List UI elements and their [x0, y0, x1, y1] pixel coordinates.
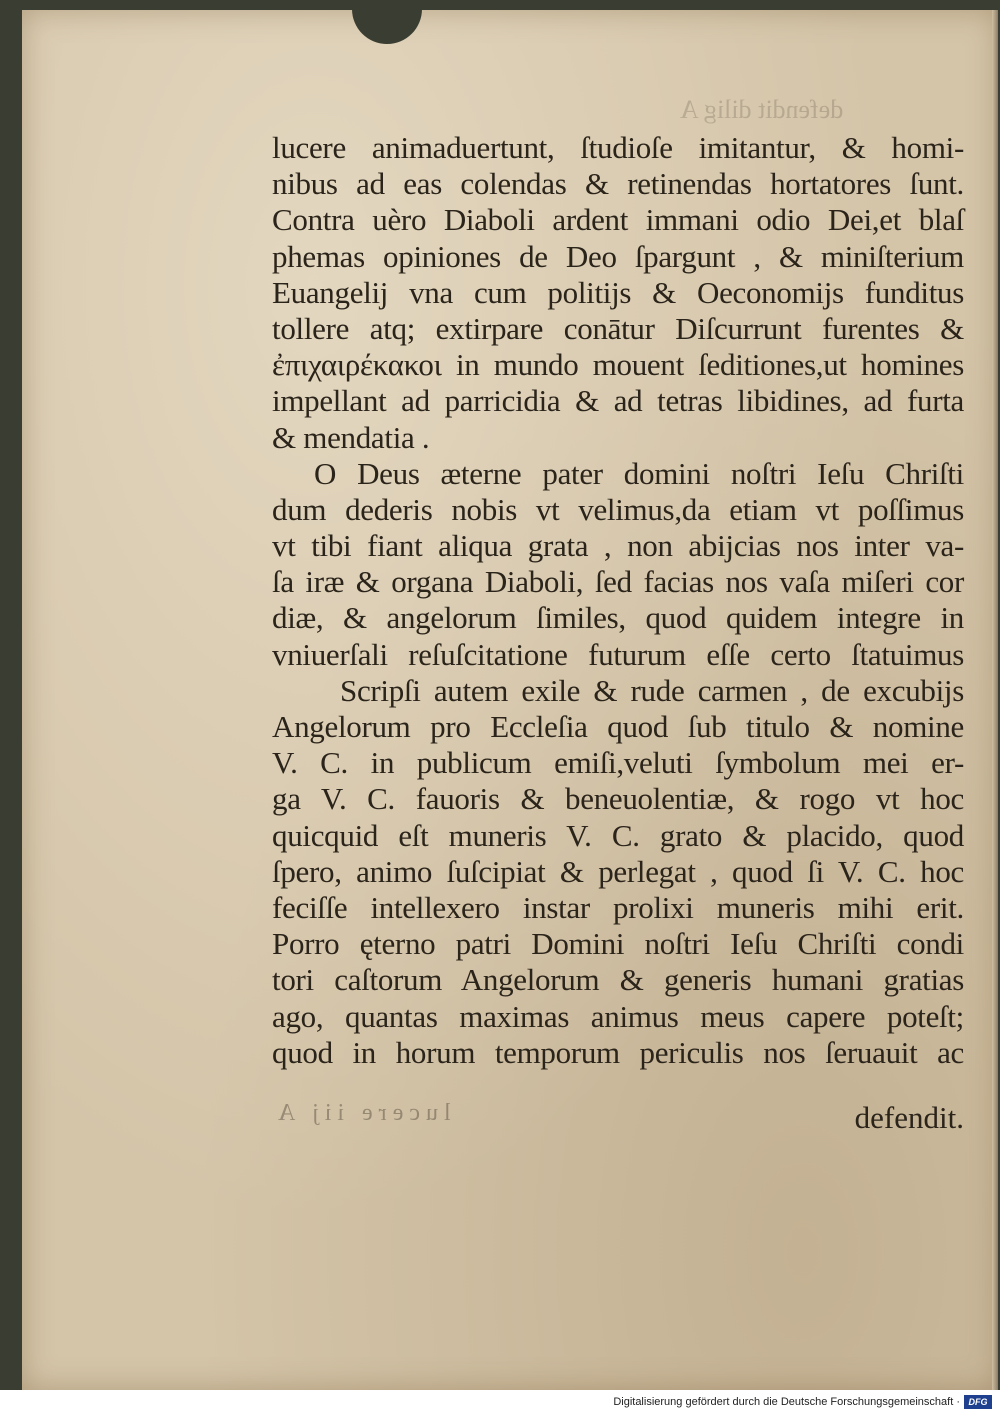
text-line: Scripſi autem exile & rude carmen , de excubijs [340, 672, 964, 708]
text-line: ἐπιχαιρέκακοι in mundo mouent ſeditiones,ut homines [272, 347, 964, 383]
text-line: vniuerſali reſuſcitatione futurum eſſe certo ſtatuimus [272, 636, 964, 672]
text-line: Contra uèro Diaboli ardent immani odio Dei,et blaſ [272, 202, 964, 238]
text-line: ago, quantas maximas animus meus capere poteſt; [272, 998, 964, 1034]
text-line: nibus ad eas colendas & retinendas hortatores ſunt. [272, 166, 964, 202]
body-text [272, 130, 964, 1071]
text-line: phemas opiniones de Deo ſpargunt , & miniſterium [272, 238, 964, 274]
text-line: feciſſe intellexero instar prolixi muneris mihi erit. [272, 889, 964, 925]
page-edge [992, 10, 998, 1390]
bleed-through-text: defendit dilig A [680, 95, 844, 124]
text-line: vt tibi fiant aliqua grata , non abijcias nos inter va- [272, 528, 964, 564]
text-line: ſa iræ & organa Diaboli, ſed facias nos vaſa miſeri cor [272, 564, 964, 600]
text-line: diæ, & angelorum ſimiles, quod quidem integre in [272, 600, 964, 636]
text-line: & mendatia . [272, 419, 430, 455]
text-line: O Deus æterne pater domini noſtri Ieſu Chriſti [314, 455, 964, 491]
text-line: quod in horum temporum periculis nos ſeruauit ac [272, 1034, 964, 1070]
text-line: Porro ęterno patri Domini noſtri Ieſu Chriſti condi [272, 926, 964, 962]
digitization-footer [0, 1390, 1000, 1415]
text-line: Euangelij vna cum politijs & Oeconomijs funditus [272, 274, 964, 310]
text-line: V. C. in publicum emiſi,veluti ſymbolum mei er- [272, 745, 964, 781]
page-notch [352, 0, 422, 44]
text-line: ga V. C. fauoris & beneuolentiæ, & rogo vt hoc [272, 781, 964, 817]
dfg-logo-icon: DFG [964, 1395, 992, 1409]
text-line: tollere atq; extirpare conātur Diſcurrunt furentes & [272, 310, 964, 346]
text-line: lucere animaduertunt, ſtudioſe imitantur, & homi- [272, 130, 964, 165]
text-line: tori caſtorum Angelorum & generis humani gratias [272, 962, 964, 998]
text-line: dum dederis nobis vt velimus,da etiam vt poſſimus [272, 491, 964, 527]
text-line: impellant ad parricidia & ad tetras libidines, ad furta [272, 383, 964, 419]
mirrored-signature: lucere iij A [272, 1100, 451, 1126]
text-line: ſpero, animo ſuſcipiat & perlegat , quod ſi V. C. hoc [272, 853, 964, 889]
funding-credit: Digitalisierung gefördert durch die Deutsche Forschungsgemeinschaft · [613, 1396, 960, 1408]
catchword: defendit. [854, 1100, 964, 1135]
text-line: quicquid eſt muneris V. C. grato & placido, quod [272, 817, 964, 853]
text-line: Angelorum pro Eccleſia quod ſub titulo & nomine [272, 709, 964, 744]
